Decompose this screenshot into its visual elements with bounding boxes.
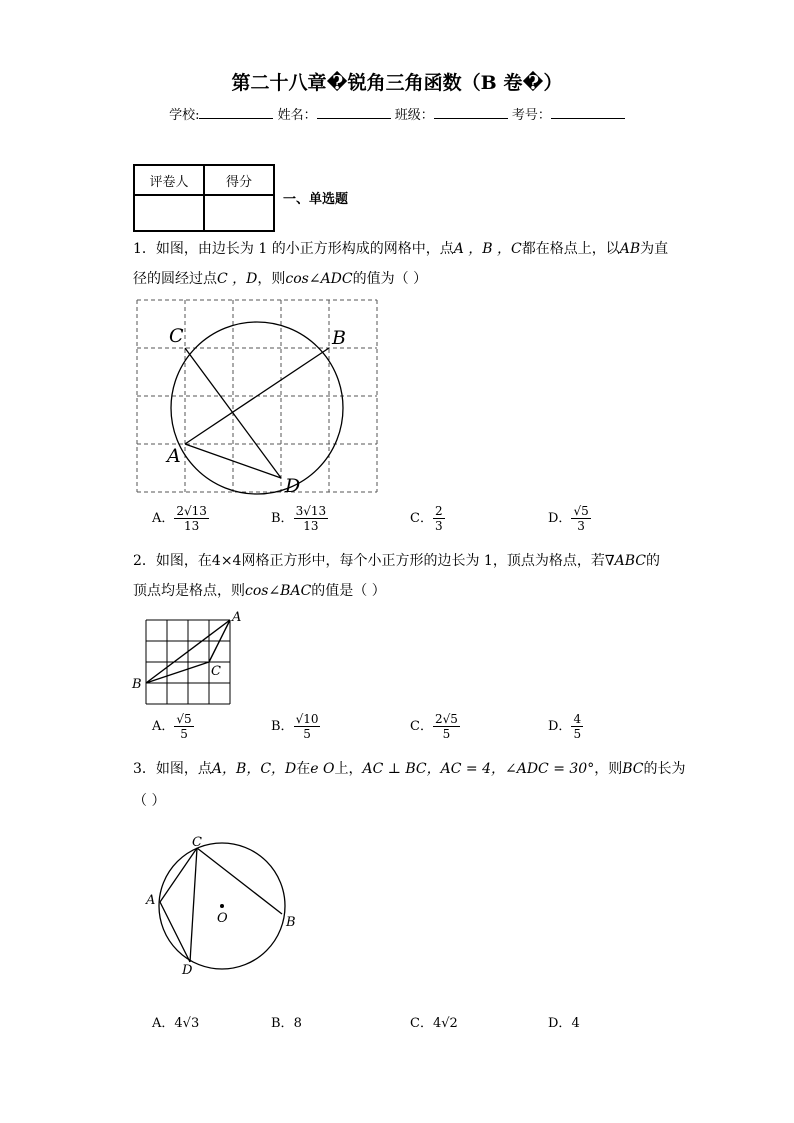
q3-option-d[interactable]: D．4 <box>548 1016 580 1031</box>
q3-line1: 3．如图，点A，B，C，D在e O上，AC ⊥ BC，AC = 4，∠ADC = 30°，则BC的长为 <box>133 761 686 777</box>
q3-label-o: O <box>217 911 228 926</box>
name-label: 姓名： <box>277 108 317 123</box>
q1-label-c: C <box>169 325 184 347</box>
q2-label-a: A <box>232 610 242 625</box>
q1-line2: 径的圆经过点C ，D，则cos∠ADC的值为（ ） <box>133 271 428 287</box>
q2-option-d[interactable]: D． $\frac{4}{5}$ <box>548 712 582 741</box>
q2-figure <box>130 610 246 706</box>
exam-no-label: 考号： <box>511 108 551 123</box>
q3-label-d: D <box>182 963 193 978</box>
q1-label-b: B <box>332 327 346 349</box>
section-heading: 一、单选题 <box>283 192 349 207</box>
reviewer-header: 评卷人 <box>134 165 204 195</box>
page-title: 第二十八章�锐角三角函数（B 卷�） <box>231 72 563 94</box>
q3-label-c: C <box>192 835 202 850</box>
q1-segments <box>185 348 329 478</box>
q1-label-a: A <box>167 445 181 467</box>
q1-option-a[interactable]: A． $\frac{2√13}{13}$ <box>152 504 207 533</box>
q2-line1: 2．如图，在4×4网格正方形中，每个小正方形的边长为 1，顶点为格点，若∇ABC的 <box>133 553 660 569</box>
q3-option-c[interactable]: C．4√2 <box>410 1016 458 1031</box>
q3-label-b: B <box>286 915 296 930</box>
q2-label-b: B <box>132 677 142 692</box>
q1-figure <box>135 296 381 496</box>
reviewer-cell[interactable] <box>134 195 204 231</box>
q3-option-a[interactable]: A．4√3 <box>152 1016 200 1031</box>
q1-option-d[interactable]: D． $\frac{√5}{3}$ <box>548 504 589 533</box>
q2-grid <box>146 620 230 704</box>
class-blank[interactable] <box>434 106 508 119</box>
q3-line2: （ ） <box>133 793 166 809</box>
school-label: 学校: <box>169 108 200 123</box>
name-blank[interactable] <box>317 106 391 119</box>
q3-label-a: A <box>146 893 156 908</box>
q2-label-c: C <box>211 664 221 679</box>
q2-option-a[interactable]: A． $\frac{√5}{5}$ <box>152 712 192 741</box>
q1-line1: 1．如图，由边长为 1 的小正方形构成的网格中，点A ，B ，C都在格点上，以AB为直 <box>133 241 669 257</box>
q3-center-dot <box>220 904 224 908</box>
school-blank[interactable] <box>199 106 273 119</box>
q2-option-c[interactable]: C． $\frac{2√5}{5}$ <box>410 712 458 741</box>
q2-line2: 顶点均是格点，则cos∠BAC的值是（ ） <box>133 583 386 599</box>
q3-option-b[interactable]: B．8 <box>271 1016 302 1031</box>
score-table <box>133 164 275 232</box>
q1-option-c[interactable]: C． $\frac{2}{3}$ <box>410 504 443 533</box>
student-info-line <box>0 104 794 123</box>
score-cell[interactable] <box>204 195 274 231</box>
q3-figure <box>140 828 300 978</box>
q2-option-b[interactable]: B． $\frac{√10}{5}$ <box>271 712 319 741</box>
class-label: 班级： <box>394 108 434 123</box>
exam-no-blank[interactable] <box>551 106 625 119</box>
score-header: 得分 <box>204 165 274 195</box>
q1-label-d: D <box>285 475 301 496</box>
q1-option-b[interactable]: B． $\frac{3√13}{13}$ <box>271 504 327 533</box>
